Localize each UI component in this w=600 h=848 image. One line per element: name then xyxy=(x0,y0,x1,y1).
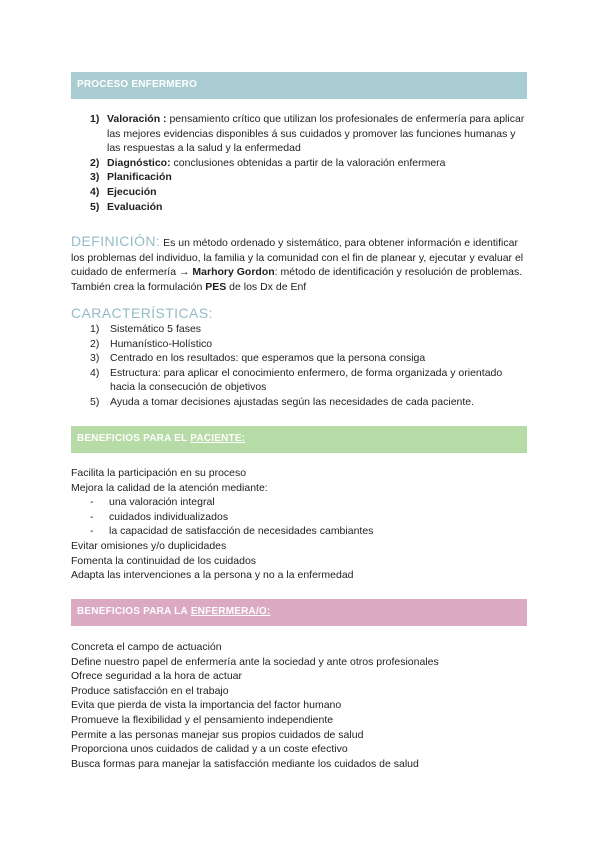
process-steps-list xyxy=(90,112,530,214)
definition-pes: PES xyxy=(205,280,227,293)
list-item xyxy=(90,112,530,156)
list-item: Concreta el campo de actuación xyxy=(71,641,222,653)
list-number: 4) xyxy=(90,185,100,198)
definition-author: Marhory Gordon xyxy=(192,266,275,279)
list-item xyxy=(90,170,530,185)
list-number: 2) xyxy=(90,156,100,169)
list-text: Estructura: para aplicar el conocimiento enfermero, de forma organizada y orientado hacia la consecución de objetivos xyxy=(110,366,503,394)
header-underlined: PACIENTE: xyxy=(190,433,246,445)
list-item: Mejora la calidad de la atención mediante: xyxy=(71,481,268,494)
header-text: BENEFICIOS PARA LA xyxy=(77,606,188,618)
list-number: 1) xyxy=(90,113,100,125)
list-item: Permite a las personas manejar sus propios cuidados de salud xyxy=(71,728,364,741)
list-number: 1) xyxy=(90,323,100,335)
list-text: Humanístico-Holístico xyxy=(110,337,213,350)
definition-text: : método de identificación y resolución de problemas. También crea la formulación xyxy=(71,266,523,293)
step-text: conclusiones obtenidas a partir de la valoración enfermera xyxy=(170,156,446,169)
sub-list-item xyxy=(71,524,531,539)
step-text: pensamiento crítico que utilizan los profesionales de enfermería para aplicar las mejores evidencias disponibles á sus cuidados y promover las funciones humanas y las respuestas a la salud y la enfermedad xyxy=(107,113,525,155)
list-item: Facilita la participación en su proceso xyxy=(71,467,247,479)
step-label: Valoración : xyxy=(107,113,167,125)
dash-bullet: - xyxy=(90,510,94,523)
list-item: Adapta las intervenciones a la persona y no a la enfermedad xyxy=(71,569,354,582)
sub-list-item xyxy=(71,495,531,510)
list-text: una valoración integral xyxy=(109,496,215,509)
section-header-proceso-enfermero: PROCESO ENFERMERO xyxy=(71,72,527,99)
list-item xyxy=(90,322,530,337)
list-item xyxy=(90,185,530,200)
definition-paragraph xyxy=(71,234,531,294)
sub-list-item xyxy=(71,510,531,525)
definition-text: de los Dx de Enf xyxy=(226,280,307,293)
dash-bullet: - xyxy=(90,496,94,509)
list-item xyxy=(90,351,530,366)
list-text: Centrado en los resultados: que esperamos que la persona consiga xyxy=(110,352,426,365)
definition-heading: DEFINICIÓN: xyxy=(71,233,161,249)
list-number: 5) xyxy=(90,200,100,213)
nurse-benefits-list xyxy=(71,640,531,771)
list-item: Evita que pierda de vista la importancia del factor humano xyxy=(71,699,342,712)
list-item: Define nuestro papel de enfermería ante la sociedad y ante otros profesionales xyxy=(71,655,439,668)
list-number: 4) xyxy=(90,366,100,379)
header-text: BENEFICIOS PARA EL xyxy=(77,433,188,445)
definition-text: Es un método ordenado y sistemático, para obtener información e identificar los problemas del individuo, la familia y la comunidad con el fin de planear y, ejecutar y evaluar el cuidado de enfermería → xyxy=(71,237,524,279)
section-header-beneficios-paciente xyxy=(71,426,527,453)
list-item: Ofrece seguridad a la hora de actuar xyxy=(71,670,243,683)
characteristics-heading: CARACTERÍSTICAS: xyxy=(71,305,213,321)
list-text: la capacidad de satisfacción de necesidades cambiantes xyxy=(109,525,374,538)
list-item: Produce satisfacción en el trabajo xyxy=(71,684,229,697)
list-number: 3) xyxy=(90,171,100,184)
characteristics-list xyxy=(90,322,530,410)
list-item xyxy=(90,395,530,410)
list-item xyxy=(90,200,530,215)
list-item: Fomenta la continuidad de los cuidados xyxy=(71,554,257,567)
list-item: Evitar omisiones y/o duplicidades xyxy=(71,539,227,552)
list-item: Promueve la flexibilidad y el pensamiento independiente xyxy=(71,713,334,726)
list-item xyxy=(90,366,530,395)
step-label: Planificación xyxy=(107,171,172,184)
patient-benefits-list xyxy=(71,466,531,583)
list-item: Proporciona unos cuidados de calidad y a un coste efectivo xyxy=(71,743,348,756)
list-item xyxy=(90,337,530,352)
step-label: Evaluación xyxy=(107,200,163,213)
section-header-beneficios-enfermera xyxy=(71,599,527,626)
list-item xyxy=(90,156,530,171)
list-number: 3) xyxy=(90,352,100,365)
list-text: Sistemático 5 fases xyxy=(110,323,202,335)
header-underlined: ENFERMERA/O: xyxy=(190,606,271,618)
step-label: Diagnóstico: xyxy=(107,156,171,169)
list-number: 5) xyxy=(90,395,100,408)
step-label: Ejecución xyxy=(107,185,157,198)
list-number: 2) xyxy=(90,337,100,350)
dash-bullet: - xyxy=(90,525,94,538)
list-item: Busca formas para manejar la satisfacción mediante los cuidados de salud xyxy=(71,757,419,770)
list-text: cuidados individualizados xyxy=(109,510,229,523)
list-text: Ayuda a tomar decisiones ajustadas según las necesidades de cada paciente. xyxy=(110,395,475,408)
